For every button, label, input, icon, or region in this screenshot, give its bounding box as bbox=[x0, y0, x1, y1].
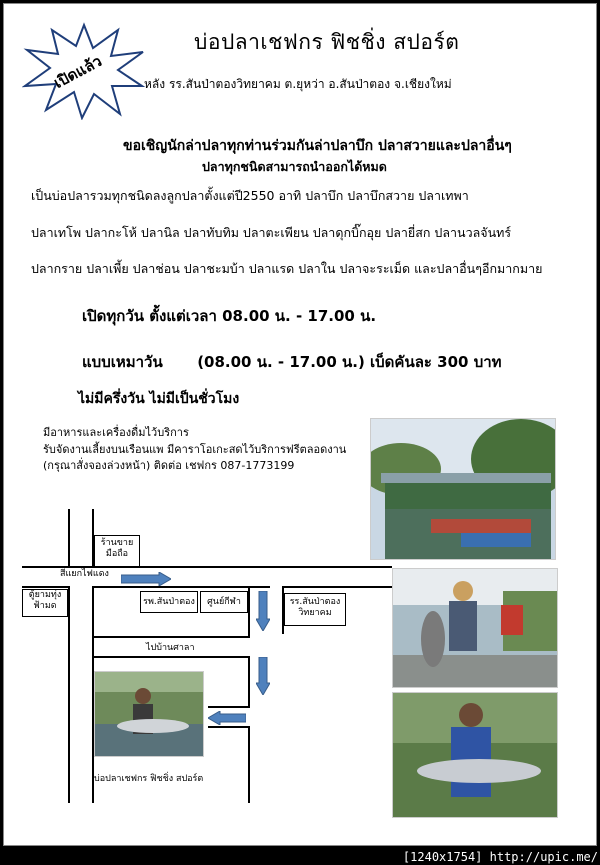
flyer-page bbox=[3, 3, 597, 846]
location-map bbox=[18, 509, 398, 809]
catch-photo-1 bbox=[392, 568, 558, 688]
road bbox=[282, 586, 392, 588]
road bbox=[94, 586, 270, 588]
road bbox=[22, 586, 68, 588]
school-label bbox=[284, 593, 346, 626]
road bbox=[248, 726, 250, 803]
page-title: บ่อปลาเชฟกร ฟิชชิ่ง สปอร์ต bbox=[194, 30, 460, 54]
badge-text: เปิดแล้ว bbox=[50, 51, 105, 93]
road bbox=[94, 656, 250, 658]
address-line: หลัง รร.สันป่าตองวิทยาคม ต.ยุหว่า อ.สันป่าตอง จ.เชียงใหม่ bbox=[144, 77, 452, 91]
arrow-down-icon bbox=[256, 591, 270, 631]
arrow-right-icon bbox=[121, 572, 171, 586]
service-line-3: (กรุณาสั่งจองล่วงหน้า) ติดต่อ เชฟกร 087-1773199 bbox=[43, 459, 295, 472]
catch-photo-2 bbox=[392, 692, 558, 818]
fish-list-line-3: ปลากราย ปลาเพี้ย ปลาช่อน ปลาชะมบ้า ปลาแรด ปลาใน ปลาจะระเม็ด และปลาอื่นๆอีกมากมาย bbox=[31, 261, 543, 276]
mobile-shop-text: ร้านขาย มือถือ bbox=[100, 538, 134, 559]
no-half-day-notice: ไม่มีครึ่งวัน ไม่มีเป็นชั่วโมง bbox=[78, 391, 240, 407]
raft-house-photo bbox=[370, 418, 556, 560]
service-line-1: มีอาหารและเครื่องดื่มไว้บริการ bbox=[43, 426, 189, 439]
school-text: รร.สันป่าตอง วิทยาคม bbox=[289, 597, 341, 618]
fish-list-line-1: เป็นบ่อปลารวมทุกชนิดลงลูกปลาตั้งแต่ปี2550 อาทิ ปลาบึก ปลาบึกสวาย ปลาเทพา bbox=[31, 188, 469, 203]
road bbox=[68, 586, 70, 803]
intersection-label: สี่แยกไฟแดง bbox=[60, 569, 109, 579]
cafe-label bbox=[22, 589, 68, 617]
road bbox=[248, 586, 250, 636]
image-footer: [1240x1754] http://upic.me/ bbox=[402, 850, 598, 864]
road bbox=[94, 636, 250, 638]
road bbox=[208, 726, 250, 728]
road bbox=[208, 706, 250, 708]
invitation-headline: ขอเชิญนักล่าปลาทุกท่านร่วมกันล่าปลาบึก ปลาสวายและปลาอื่นๆ bbox=[123, 138, 512, 154]
day-pass-price: (08.00 น. - 17.00 น.) เบ็ดคันละ 300 บาท bbox=[197, 353, 502, 371]
day-pass-line bbox=[82, 350, 502, 374]
pond-caption: บ่อปลาเชฟกร ฟิชชิ่ง สปอร์ต bbox=[94, 774, 204, 784]
cafe-text: ตู้ยามทุ่ง ฟ้ามด bbox=[28, 590, 62, 611]
arrow-down-icon bbox=[256, 657, 270, 695]
to-pavilion-label: ไปบ้านศาลา bbox=[146, 643, 195, 653]
day-pass-label: แบบเหมาวัน bbox=[82, 353, 163, 371]
invitation-subline: ปลาทุกชนิดสามารถนำออกได้หมด bbox=[202, 159, 387, 174]
opened-starburst-badge bbox=[22, 22, 146, 120]
opening-hours: เปิดทุกวัน ตั้งแต่เวลา 08.00 น. - 17.00 น. bbox=[82, 307, 377, 325]
service-line-2: รับจัดงานเลี้ยงบนเรือนแพ มีคาราโอเกะสดไว้บริการฟรีตลอดงาน bbox=[43, 443, 347, 456]
road bbox=[68, 509, 70, 566]
pond-owner-photo bbox=[94, 671, 204, 757]
arrow-left-icon bbox=[208, 711, 246, 725]
road bbox=[22, 566, 392, 568]
hospital-label: รพ.สันป่าตอง bbox=[140, 591, 198, 613]
fish-list-line-2: ปลาเทโพ ปลากะโห้ ปลานิล ปลาทับทิม ปลาตะเพียน ปลาดุกบิ๊กอุย ปลายี่สก ปลานวลจันทร์ bbox=[31, 225, 512, 240]
road bbox=[248, 656, 250, 708]
mobile-shop-label bbox=[94, 535, 140, 567]
sports-center-label: ศูนย์กีฬา bbox=[200, 591, 248, 613]
